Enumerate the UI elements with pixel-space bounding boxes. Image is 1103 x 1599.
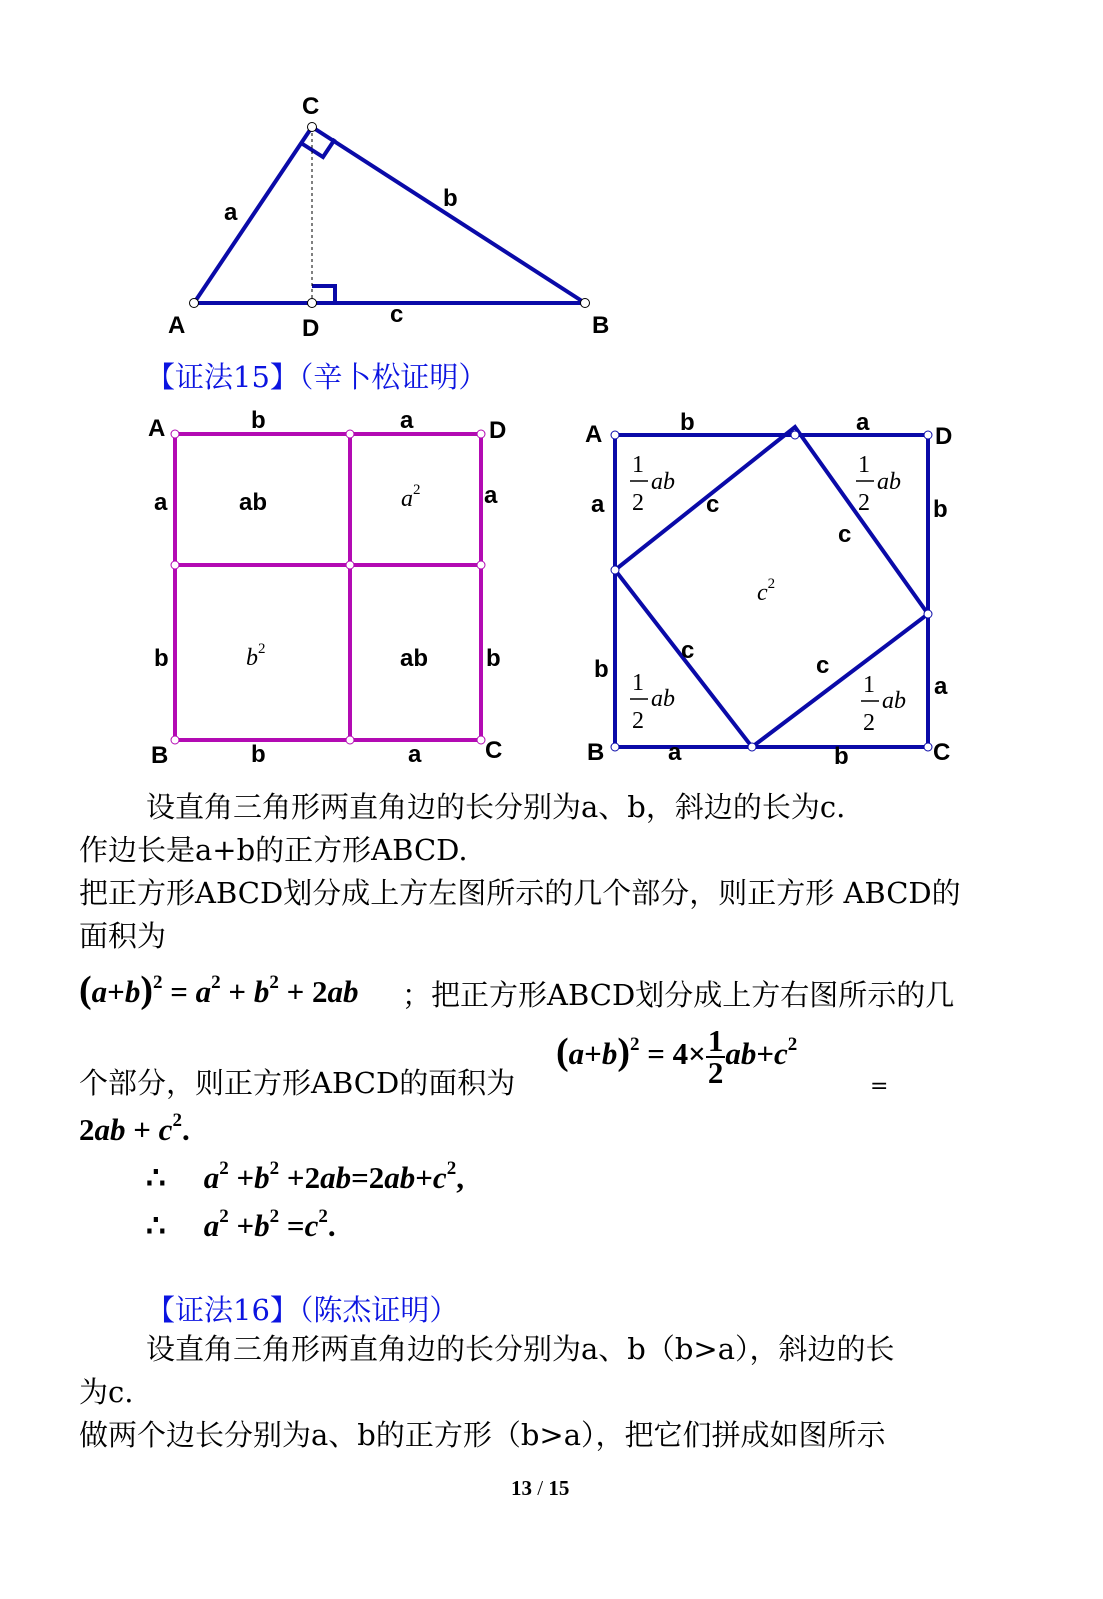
para-15-line1: 设直角三角形两直角边的长分别为a、b，斜边的长为c. [146, 790, 846, 824]
region-ab-top: ab [239, 489, 268, 516]
left-label-b: b [594, 656, 609, 683]
top-label-b: b [251, 407, 266, 434]
svg-text:1: 1 [863, 672, 875, 698]
para-15-line2: 作边长是a+b的正方形ABCD. [79, 833, 468, 867]
svg-text:1: 1 [632, 452, 644, 478]
para-16-line2: 为c. [79, 1375, 134, 1409]
corner-b: B [151, 742, 169, 769]
therefore-symbol: ∴ [146, 1208, 166, 1243]
half-ab-top-left [630, 452, 675, 516]
hyp-label-4: c [816, 652, 830, 679]
half-ab-bottom-left [630, 670, 675, 734]
therefore-symbol: ∴ [146, 1160, 166, 1195]
corner-d: D [935, 423, 953, 450]
top-label-b: b [680, 409, 695, 436]
para-15-line5: ；把正方形ABCD划分成上方右图所示的几 [402, 978, 955, 1012]
side-label-b: b [443, 185, 458, 212]
svg-text:2: 2 [858, 490, 870, 516]
bottom-label-a: a [408, 741, 422, 768]
equation-area-sum-equals: = [870, 1074, 889, 1099]
equation-area-sum: $(a+b)^2 = 4\times$ $\frac{1}{2}$ $ab+c^2$ [556, 1023, 798, 1090]
section-16-author: （陈杰证明） [298, 1293, 459, 1327]
therefore-line-2: ∴ $a^2 +b^2 =c^2$. [146, 1206, 336, 1243]
half-ab-bottom-right [861, 672, 906, 736]
right-label-b: b [486, 645, 501, 672]
section-15-author: （辛卜松证明） [298, 360, 488, 394]
hyp-label-3: c [681, 637, 695, 664]
corner-a: A [585, 421, 603, 448]
vertex-label-c: C [302, 93, 320, 120]
bottom-label-b: b [251, 741, 266, 768]
region-ab-bottom: ab [400, 645, 429, 672]
hyp-label-1: c [706, 491, 720, 518]
corner-c: C [933, 739, 951, 766]
left-square-figure [140, 400, 520, 775]
right-label-a: a [484, 482, 498, 509]
svg-text:ab: ab [651, 686, 675, 712]
vertex-label-d: D [302, 315, 320, 342]
svg-text:2: 2 [632, 490, 644, 516]
right-triangle-figure [0, 0, 1103, 345]
region-b-squared: $b^2$ [246, 641, 266, 671]
page-number [511, 1476, 569, 1501]
region-a-squared: $a^2$ [401, 482, 421, 512]
section-16-title: 【证法16】 [146, 1293, 299, 1327]
corner-a: A [148, 415, 166, 442]
equation-expansion: $(a+b)^2 = a^2 + b^2 + 2ab$ [79, 969, 359, 1011]
half-ab-top-right [856, 452, 901, 516]
left-label-a: a [591, 491, 605, 518]
svg-text:ab: ab [877, 469, 901, 495]
para-15-line4: 面积为 [79, 919, 167, 953]
center-c-squared: $c^2$ [757, 576, 776, 606]
para-16-line1: 设直角三角形两直角边的长分别为a、b（b>a），斜边的长 [146, 1332, 895, 1366]
svg-text:2: 2 [632, 708, 644, 734]
bottom-label-b: b [834, 743, 849, 770]
vertex-label-b: B [592, 312, 610, 339]
section-15-title: 【证法15】 [146, 360, 299, 394]
corner-d: D [489, 417, 507, 444]
para-16-line3: 做两个边长分别为a、b的正方形（b>a），把它们拼成如图所示 [79, 1418, 886, 1452]
top-label-a: a [856, 409, 870, 436]
right-label-b: b [933, 496, 948, 523]
right-label-a: a [934, 673, 948, 700]
left-label-a: a [154, 489, 168, 516]
therefore-line-1: ∴ $a^2 +b^2 +2ab=2ab+c^2$, [146, 1158, 464, 1195]
svg-text:1: 1 [632, 670, 644, 696]
corner-c: C [485, 737, 503, 764]
corner-b: B [587, 739, 605, 766]
svg-text:ab: ab [651, 469, 675, 495]
page-separator: / [532, 1476, 549, 1500]
right-square-figure [575, 400, 965, 775]
side-label-c: c [390, 301, 404, 328]
vertex-label-a: A [168, 312, 186, 339]
section-15-heading [146, 355, 487, 396]
svg-text:ab: ab [882, 688, 906, 714]
equation-area-result: $2ab + c^2$. [79, 1110, 190, 1147]
top-label-a: a [400, 407, 414, 434]
side-label-a: a [224, 199, 238, 226]
section-16-heading [146, 1288, 458, 1329]
left-label-b: b [154, 645, 169, 672]
page-current: 13 [511, 1476, 532, 1500]
svg-text:1: 1 [858, 452, 870, 478]
para-15-line6: 个部分，则正方形ABCD的面积为 [79, 1066, 516, 1100]
svg-text:2: 2 [863, 710, 875, 736]
page-total: 15 [548, 1476, 570, 1500]
para-15-line3: 把正方形ABCD划分成上方左图所示的几个部分，则正方形 ABCD的 [79, 876, 961, 910]
bottom-label-a: a [668, 739, 682, 766]
hyp-label-2: c [838, 521, 852, 548]
